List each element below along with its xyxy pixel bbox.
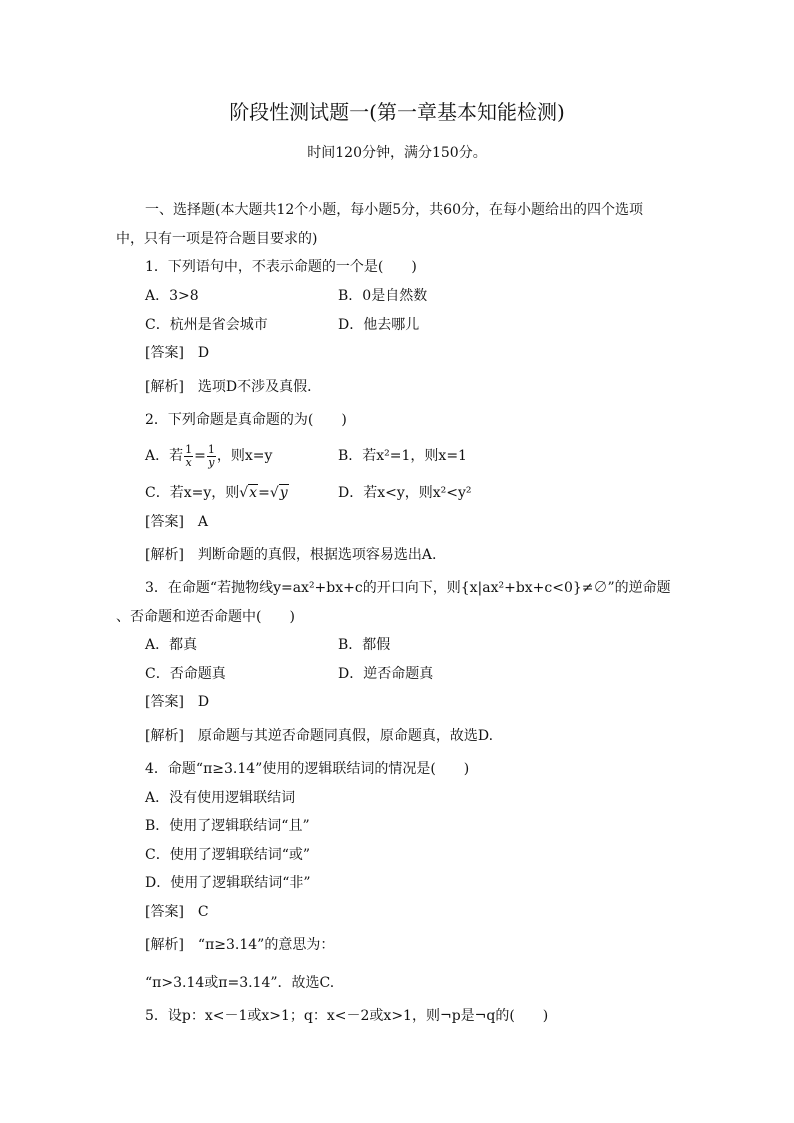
option-c: C．若x=y，则√x=√y (145, 485, 288, 501)
question-2-analysis: [解析] 判断命题的真假，根据选项容易选出A. (145, 547, 437, 563)
option-d: D．逆否命题真 (338, 666, 434, 682)
question-5-stem: 5．设p：x<－1或x>1；q：x<－2或x>1，则¬p是¬q的( ) (145, 1008, 549, 1024)
question-1-stem: 1．下列语句中，不表示命题的一个是( ) (145, 259, 417, 275)
question-2-options-row1 (145, 441, 467, 471)
question-3-stem: 3．在命题“若抛物线y=ax²+bx+c的开口向下，则{x|ax²+bx+c<0}≠∅”的逆命题 (145, 580, 671, 596)
option-a: A．3>8 (145, 288, 199, 304)
question-3-options-row1 (145, 636, 390, 654)
option-d: D．若x<y，则x²<y² (338, 485, 472, 501)
option-d: D．他去哪儿 (338, 317, 420, 333)
question-3-stem-cont: 、否命题和逆否命题中( ) (116, 609, 295, 625)
option-c: C．杭州是省会城市 (145, 317, 268, 333)
question-4-analysis-cont: “π>3.14或π=3.14”．故选C. (145, 975, 335, 991)
question-3-options-row2 (145, 665, 433, 683)
question-1-options-row2 (145, 316, 419, 334)
question-1-answer: [答案] D (145, 345, 210, 361)
page-title: 阶段性测试题一(第一章基本知能检测) (229, 100, 565, 124)
exam-info: 时间120分钟，满分150分。 (307, 145, 487, 161)
sqrt-y: √y (269, 485, 288, 501)
question-3-analysis: [解析] 原命题与其逆否命题同真假，原命题真，故选D. (145, 728, 494, 744)
question-4-stem: 4．命题“π≥3.14”使用的逻辑联结词的情况是( ) (145, 761, 470, 777)
option-b: B．若x²=1，则x=1 (338, 448, 467, 464)
question-4-analysis: [解析] “π≥3.14”的意思为： (145, 937, 335, 953)
question-2-answer: [答案] A (145, 514, 209, 530)
option-d: D．使用了逻辑联结词“非” (145, 875, 311, 891)
fraction-1-over-x: $\frac{1}{x}$ (185, 442, 193, 469)
option-c: C．使用了逻辑联结词“或” (145, 847, 311, 863)
option-c: C．否命题真 (145, 666, 226, 682)
option-a: A．都真 (145, 637, 198, 653)
sqrt-x: √x (239, 485, 258, 501)
section-heading: 一、选择题(本大题共12个小题，每小题5分，共60分，在每小题给出的四个选项 (145, 202, 643, 218)
option-b: B．都假 (338, 637, 391, 653)
option-b: B．0是自然数 (338, 288, 428, 304)
question-2-stem: 2．下列命题是真命题的为( ) (145, 412, 347, 428)
option-a: A．若 $\frac{1}{x}$ = $\frac{1}{y}$ ，则x=y (145, 442, 273, 469)
question-3-answer: [答案] D (145, 694, 210, 710)
question-2-options-row2 (145, 484, 472, 502)
question-1-options-row1 (145, 287, 427, 305)
question-1-analysis: [解析] 选项D不涉及真假． (145, 379, 322, 395)
fraction-1-over-y: $\frac{1}{y}$ (207, 442, 215, 469)
option-b: B．使用了逻辑联结词“且” (145, 818, 310, 834)
option-a: A．没有使用逻辑联结词 (145, 790, 296, 806)
section-heading-cont: 中，只有一项是符合题目要求的) (116, 231, 318, 247)
question-4-answer: [答案] C (145, 904, 209, 920)
